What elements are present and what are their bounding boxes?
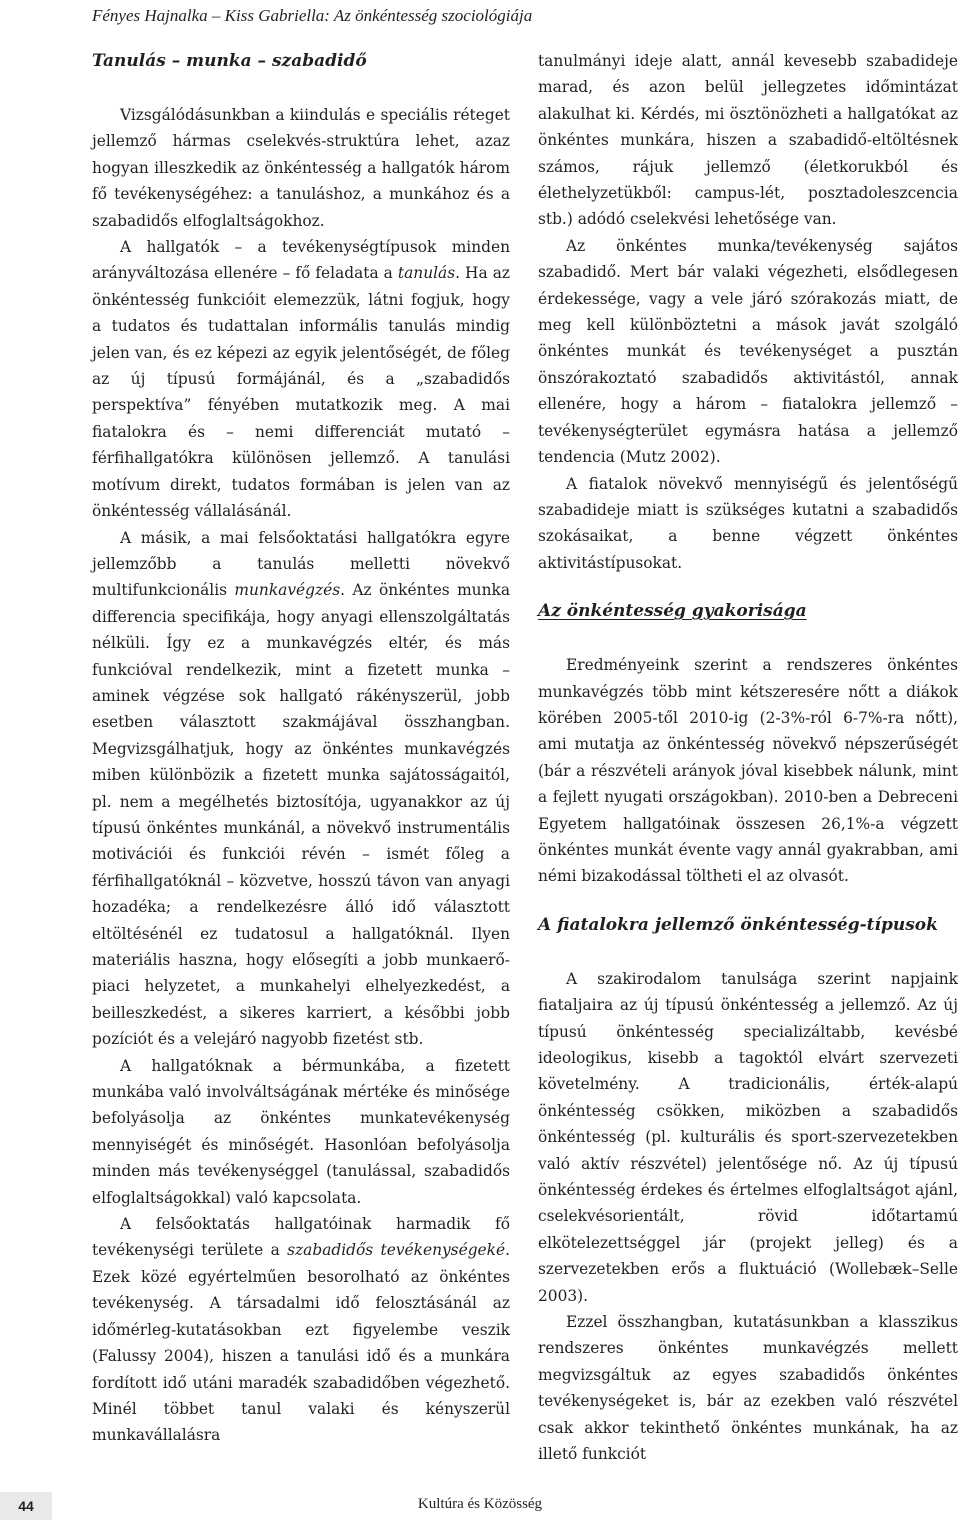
paragraph: tanulmányi ideje alatt, annál kevesebb szabadideje marad, és azon belül jellegzetes időmintázat alakulhat ki. Kérdés, mi ösztönözheti a hallgatókat az önkéntes munkára, hiszen a szabadidő-eltöltésnek számos, rájuk jellemző (életkorukból és élethelyzetükből: campus-lét, posztadoleszcencia stb.) adódó cselekvési lehetősége van. (538, 52, 958, 229)
emphasis: szabadidős tevékenységeké (287, 1241, 506, 1260)
paragraph: A hallgatók – a tevékenységtípusok minden arányváltozása ellenére – fő feladata a tanulás. Ha az önkéntesség funkcióit elemezzük, látni fogjuk, hogy a tudatos és tudattalan informális tanulás mindig jelen van, és ez képezi az egyik jelentőségét, de főleg az új típusú formájánál, és a „szabadidős perspektíva” fényében mutatkozik meg. A mai fiatalokra és – nemi differenciát mutató – férfihallgatókra különösen jellemző. A tanulási motívum direkt, tudatos formában is jelen van az önkéntesség vállalásánál. (92, 238, 510, 521)
emphasis: munkavégzés (234, 581, 341, 600)
section-heading-youth-types: A fiatalokra jellemző önkéntesség-típusok (538, 914, 938, 935)
emphasis: tanulás (397, 264, 456, 283)
page-number: 44 (0, 1492, 52, 1520)
paragraph: A szakirodalom tanulsága szerint napjaink fiataljaira az új típusú önkéntesség a jellemző. Az új típusú önkéntesség specializáltabb, kevésbé ideologikus, kisebb a tagoktól elvárt szervezeti követelmény. A tradicionális, érték-alapú önkéntesség csökken, miközben a szabadidős önkéntesség (pl. kulturális és sport-szervezetekben való aktív részvétel) jelentősége nő. Az új típusú önkéntesség érdekes és értelmes elfoglaltságot ajánl, cselekvésorientált, rövid időtartamú elkötelezettséggel jár (projekt jelleg) és a szervezetekben erős a fluktuáció (Wollebæk–Selle 2003). (538, 969, 958, 1305)
paragraph: A másik, a mai felsőoktatási hallgatókra egyre jellemzőbb a tanulás melletti növekvő multifunkcionális munkavégzés. Az önkéntes munka differencia specifikája, hogy anyagi ellenszolgáltatás nélküli. Így ez a munkavégzés eltér, és más funkcióval rendelkezik, mint a fizetett munka – aminek végzése sok hallgató rákényszerül, jobb esetben választott szakmájával összhangban. Megvizsgálhatjuk, hogy az önkéntes munkavégzés miben különbözik a fizetett munka sajátosságaitól, pl. nem a megélhetés biztosítója, ugyanakkor az új típusú önkéntes munkánál, a növekvő instrumentális motivációi és funkciói révén – ismét főleg a férfihallgatóknál – közvetve, hosszú távon van anyagi hozadéka; a rendelkezésre álló idő választott eltöltésénél ez tudatosul a hallgatóknál. Ilyen materiális haszna, hogy elősegíti a jobb munkaerő-piaci helyzetet, a munkahelyi elhelyezkedést, a beilleszkedést, a sikeres karriert, a későbbi jobb pozíciót és a velejáró nagyobb fizetést stb. (92, 528, 510, 1049)
running-head: Fényes Hajnalka – Kiss Gabriella: Az önkéntesség szociológiája (92, 6, 533, 25)
journal-title: Kultúra és Közösség (417, 1496, 543, 1512)
section-heading-frequency: Az önkéntesség gyakorisága (538, 601, 807, 622)
right-column (538, 48, 958, 1468)
paragraph: A felsőoktatás hallgatóinak harmadik fő tevékenységi területe a szabadidős tevékenységeké. Ezek közé egyértelműen besorolható az önkéntes tevékenység. A társadalmi idő felosztásánál az időmérleg-kutatásokban ezt figyelembe veszik (Falussy 2004), hiszen a tanulási idő és a munkára fordított idő utáni maradék szabadidőben végezhető. Minél többet tanul valaki és kényszerül munkavállalásra (92, 1215, 510, 1445)
paragraph: Az önkéntes munka/tevékenység sajátos szabadidő. Mert bár valaki végezheti, elsődlegesen érdekessége, vagy a vele járó szórakozás miatt, de meg kell különböztetni a mások javát szolgáló önkéntes munkát és tevékenységet a pusztán önszórakoztató szabadidős aktivitástól, annak ellenére, hogy a három – fiatalokra jellemző – tevékenységterület egymásra hatása a jellemző tendencia (Mutz 2002). (538, 236, 958, 467)
paragraph: Ezzel összhangban, kutatásunkban a klasszikus rendszeres önkéntes munkavégzés mellett megvizsgáltuk az egyes szabadidős önkéntes tevékenységeket is, bár az ezekben való részvétel csak akkor tekinthető önkéntes munkának, ha az illető funkciót (538, 1313, 958, 1464)
paragraph: A hallgatóknak a bérmunkába, a fizetett munkába való involváltságának mértéke és minősége befolyásolja az önkéntes munkatevékenység mennyiségét és minőségét. Hasonlóan befolyásolja minden más tevékenységgel (tanulással, szabadidős elfoglaltságokkal) való kapcsolata. (92, 1056, 510, 1207)
paragraph: Vizsgálódásunkban a kiindulás e speciális réteget jellemző hármas cselekvés-struktúra lehet, azaz hogyan illeszkedik az önkéntesség a hallgatók három fő tevékenységéhez: a tanuláshoz, a munkához és a szabadidős elfoglaltságokhoz. (92, 106, 510, 230)
paragraph: Eredményeink szerint a rendszeres önkéntes munkavégzés több mint kétszeresére nőtt a diákok körében 2005-től 2010-ig (2-3%-ról 6-7%-ra nőtt), ami mutatja az önkéntesség növekvő népszerűségét (bár a részvételi arányok jóval kisebbek nálunk, mint a fejlett nyugati országokban). 2010-ben a Debreceni Egyetem hallgatóinak összesen 26,1%-a végzett önkéntes munkát évente vagy annál gyakrabban, ami némi bizakodással töltheti el az olvasót. (538, 656, 958, 886)
left-column (92, 48, 510, 1449)
paragraph: A fiatalok növekvő mennyiségű és jelentőségű szabadideje miatt is szükséges kutatni a szabadidős szokásaikat, a benne végzett önkéntes aktivitástípusokat. (538, 474, 958, 572)
section-heading-learning-work-leisure: Tanulás – munka – szabadidő (92, 51, 367, 71)
